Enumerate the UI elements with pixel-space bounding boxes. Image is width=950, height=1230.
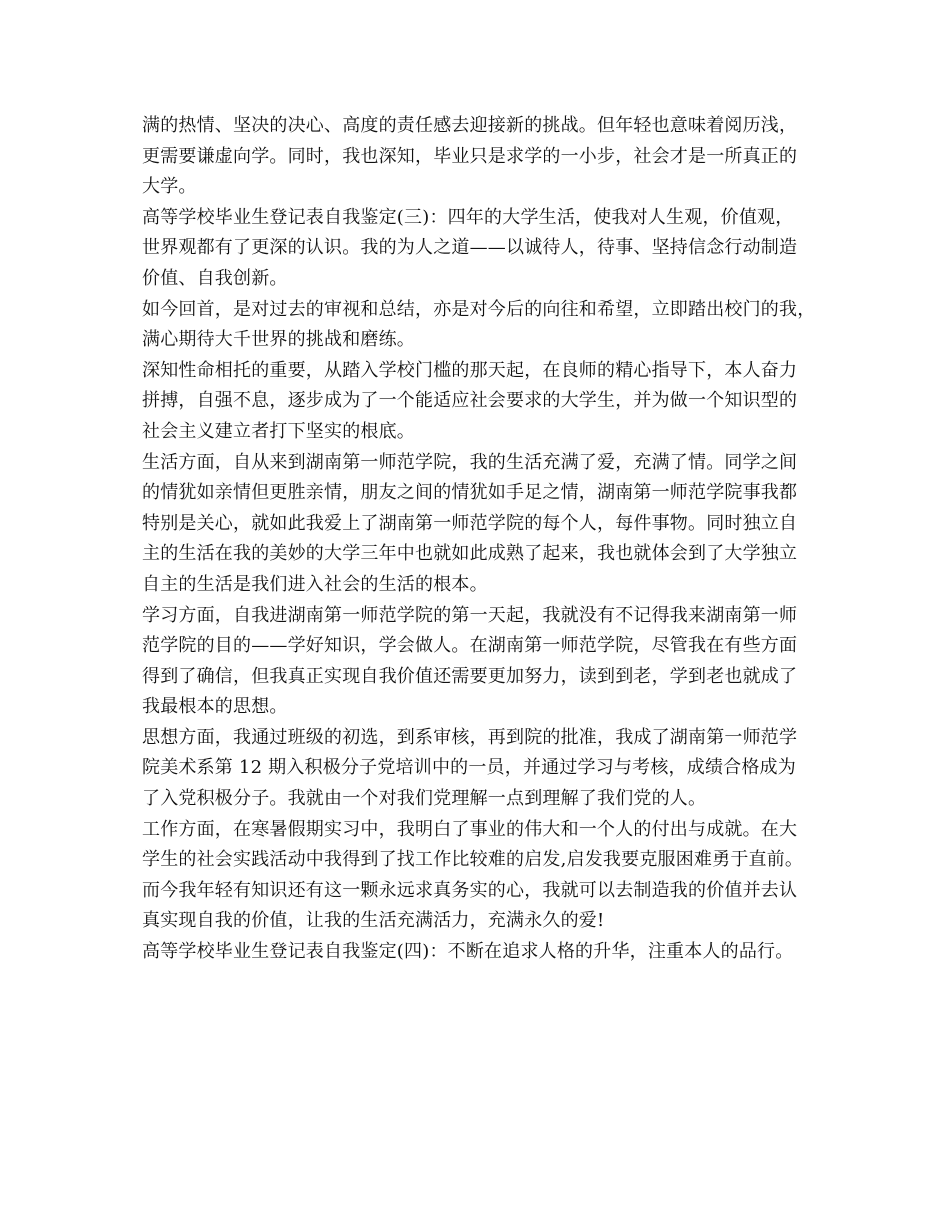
text-line: 更需要谦虚向学。同时，我也深知，毕业只是求学的一小步，社会才是一所真正的 (142, 145, 798, 167)
text-line: 真实现自我的价值，让我的生活充满活力，充满永久的爱! (142, 910, 605, 932)
text-line: 院美术系第 12 期入积极分子党培训中的一员，并通过学习与考核，成绩合格成为 (142, 757, 796, 779)
text-line: 社会主义建立者打下坚实的根底。 (142, 420, 415, 442)
text-line: 如今回首，是对过去的审视和总结，亦是对今后的向往和希望，立即踏出校门的我， (142, 298, 816, 320)
text-line: 生活方面，自从来到湖南第一师范学院，我的生活充满了爱，充满了情。同学之间 (142, 451, 798, 473)
text-line: 深知性命相托的重要，从踏入学校门槛的那天起，在良师的精心指导下，本人奋力 (142, 359, 798, 381)
text-line: 高等学校毕业生登记表自我鉴定(三)：四年的大学生活，使我对人生观，价值观， (142, 206, 794, 228)
text-line: 高等学校毕业生登记表自我鉴定(四)：不断在追求人格的升华，注重本人的品行。 (142, 941, 794, 963)
text-line: 得到了确信，但我真正实现自我价值还需要更加努力，读到到老，学到老也就成了 (142, 665, 798, 687)
text-line: 工作方面，在寒暑假期实习中，我明白了事业的伟大和一个人的付出与成就。在大 (142, 818, 798, 840)
text-line: 价值、自我创新。 (142, 267, 288, 289)
text-line: 拼搏，自强不息，逐步成为了一个能适应社会要求的大学生，并为做一个知识型的 (142, 390, 798, 412)
text-line: 思想方面，我通过班级的初选，到系审核，再到院的批准，我成了湖南第一师范学 (142, 726, 798, 748)
text-line: 我最根本的思想。 (142, 696, 288, 718)
text-line: 而今我年轻有知识还有这一颗永远求真务实的心，我就可以去制造我的价值并去认 (142, 879, 798, 901)
text-line: 范学院的目的——学好知识，学会做人。在湖南第一师范学院，尽管我在有些方面 (142, 635, 798, 657)
text-line: 世界观都有了更深的认识。我的为人之道——以诚待人，待事、坚持信念行动制造 (142, 237, 798, 259)
text-line: 特别是关心，就如此我爱上了湖南第一师范学院的每个人，每件事物。同时独立自 (142, 512, 798, 534)
text-line: 学习方面，自我进湖南第一师范学院的第一天起，我就没有不记得我来湖南第一师 (142, 604, 798, 626)
text-line: 了入党积极分子。我就由一个对我们党理解一点到理解了我们党的人。 (142, 788, 707, 810)
text-line: 学生的社会实践活动中我得到了找工作比较难的启发,启发我要克服困难勇于直前。 (142, 849, 804, 871)
text-line: 大学。 (142, 176, 197, 198)
text-line: 满心期待大千世界的挑战和磨练。 (142, 329, 415, 351)
text-line: 满的热情、坚决的决心、高度的责任感去迎接新的挑战。但年轻也意味着阅历浅， (142, 115, 798, 136)
text-line: 的情犹如亲情但更胜亲情，朋友之间的情犹如手足之情，湖南第一师范学院事我都 (142, 482, 798, 504)
text-line: 主的生活在我的美妙的大学三年中也就如此成熟了起来，我也就体会到了大学独立 (142, 543, 798, 565)
text-line: 自主的生活是我们进入社会的生活的根本。 (142, 573, 488, 595)
document-body (142, 111, 822, 968)
